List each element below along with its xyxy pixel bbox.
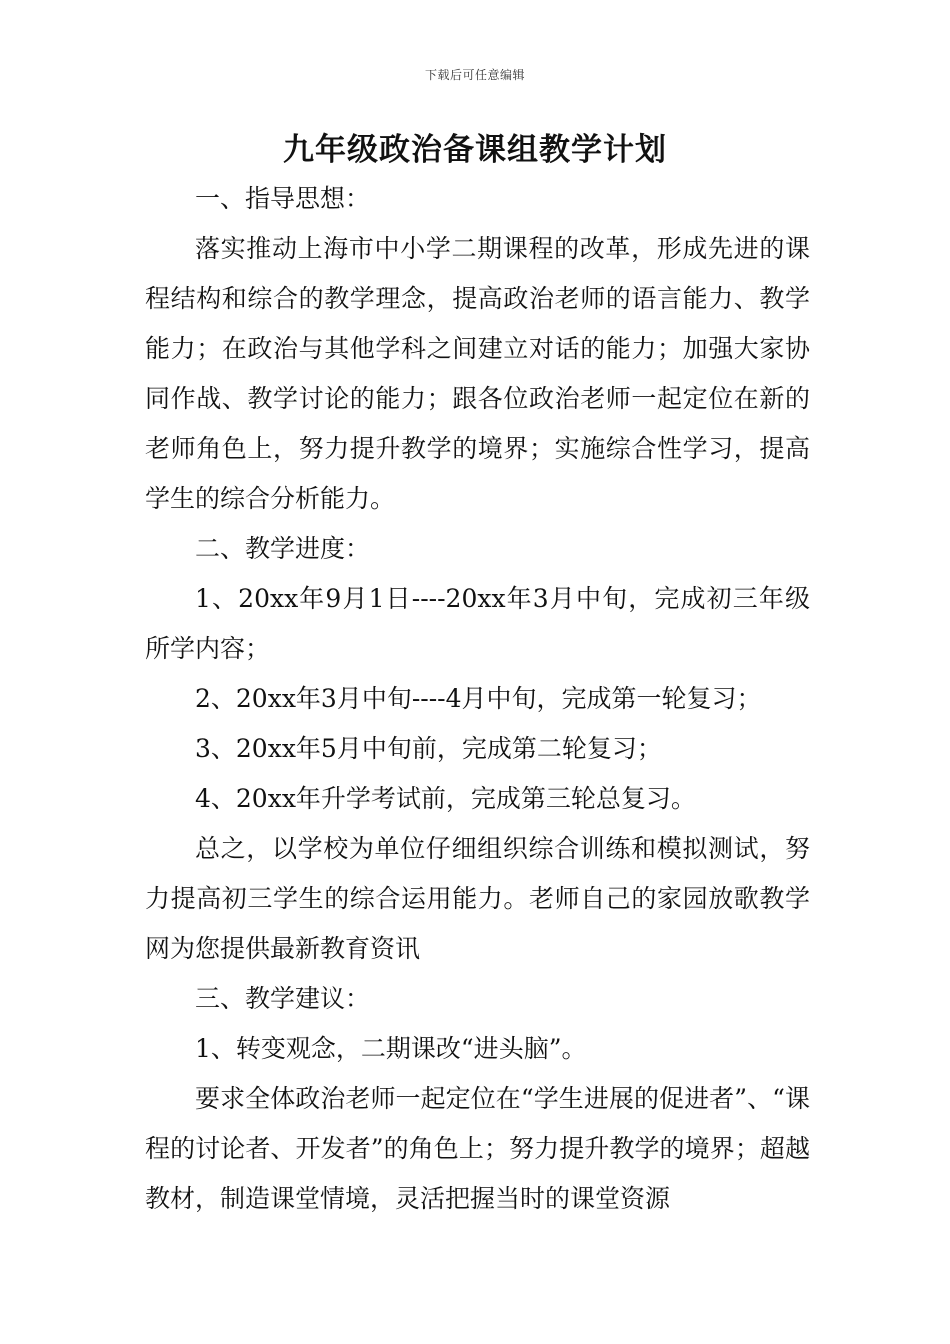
- progress-item-4: 4、20xx年升学考试前，完成第三轮总复习。: [195, 784, 696, 813]
- paragraph-summary: 总之，以学校为单位仔细组织综合训练和模拟测试，努力提高初三学生的综合运用能力。老师自己的家园放歌教学网为您提供最新教育资讯: [145, 834, 810, 963]
- progress-item-1: 1、20xx年9月1日----20xx年3月中旬，完成初三年级所学内容；: [145, 584, 810, 663]
- section-heading-guiding-thought: 一、指导思想：: [195, 184, 371, 213]
- progress-item-2: 2、20xx年3月中旬----4月中旬，完成第一轮复习；: [195, 684, 762, 713]
- page-header-note: 下载后可任意编辑: [424, 68, 525, 82]
- paragraph-suggestion-detail: 要求全体政治老师一起定位在“学生进展的促进者”、“课程的讨论者、开发者”的角色上；努力提升教学的境界；超越教材，制造课堂情境，灵活把握当时的课堂资源: [145, 1084, 810, 1213]
- section-heading-teaching-suggestions: 三、教学建议：: [195, 984, 371, 1013]
- document-title: 九年级政治备课组教学计划: [283, 132, 667, 168]
- paragraph-guiding-thought: 落实推动上海市中小学二期课程的改革，形成先进的课程结构和综合的教学理念，提高政治老师的语言能力、教学能力；在政治与其他学科之间建立对话的能力；加强大家协同作战、教学讨论的能力；跟各位政治老师一起定位在新的老师角色上，努力提升教学的境界；实施综合性学习，提高学生的综合分析能力。: [145, 234, 810, 513]
- document-body: [145, 174, 810, 1224]
- section-heading-teaching-progress: 二、教学进度：: [195, 534, 371, 563]
- suggestion-item-1: 1、转变观念，二期课改“进头脑”。: [195, 1034, 587, 1063]
- progress-item-3: 3、20xx年5月中旬前，完成第二轮复习；: [195, 734, 662, 763]
